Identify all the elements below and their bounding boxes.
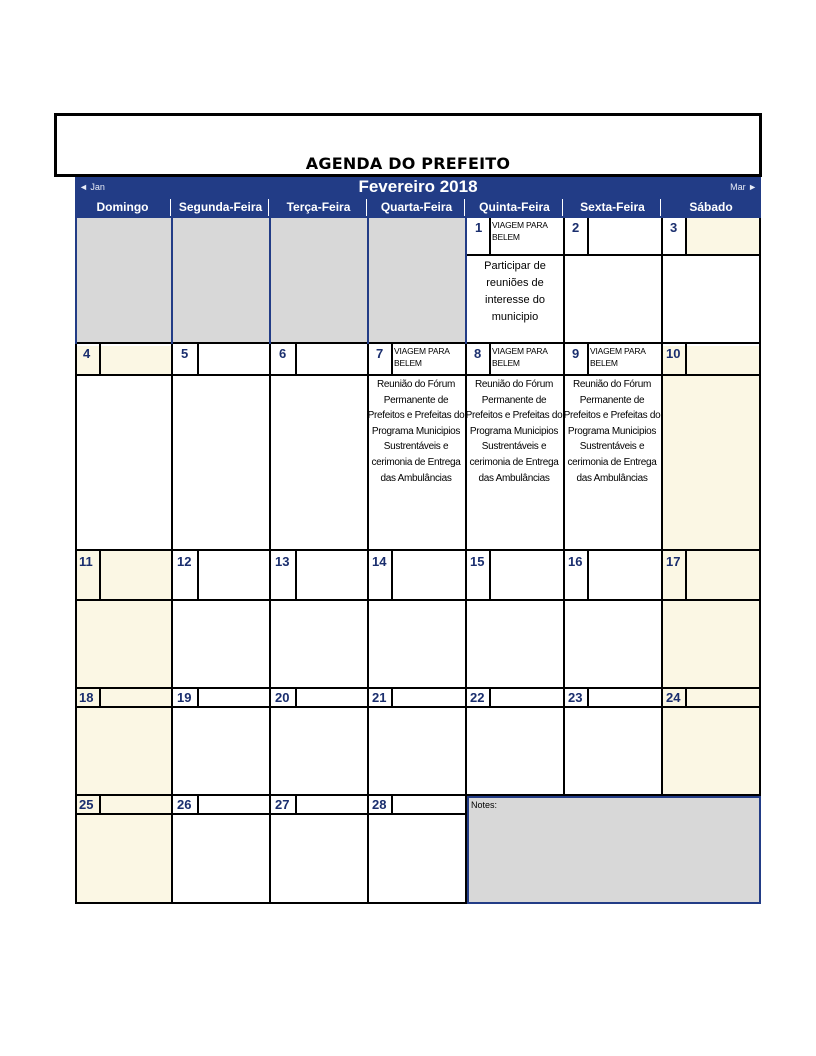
day-number: 21 [372,690,387,705]
day-number: 24 [666,690,681,705]
day-number: 26 [177,797,192,812]
day-number: 3 [670,220,678,235]
event-travel-note: VIAGEM PARA BELEM [590,346,646,368]
day-number: 14 [372,554,387,569]
day-number: 28 [372,797,387,812]
day-number: 4 [83,346,91,361]
day-number: 19 [177,690,192,705]
event-travel-note: VIAGEM PARA BELEM [492,220,548,242]
notes-box[interactable] [467,796,761,904]
weekday-wednesday: Quarta-Feira [369,199,465,216]
day-number: 17 [666,554,681,569]
weekend-fill [75,551,173,687]
weekday-monday: Segunda-Feira [173,199,269,216]
title-box [54,113,762,177]
month-bar [75,177,761,197]
event-description: Reunião do Fórum Permanente de Prefeitos e Prefeitas do Programa Municipios Sustrentáveis e cerimonia de Entrega das Ambulâncias [563,379,661,484]
day-number: 12 [177,554,192,569]
day-number: 20 [275,690,290,705]
day-number: 27 [275,797,290,812]
month-title: Fevereiro 2018 [358,177,478,196]
event-description: Participar de reuniões de interesse do municipio [484,260,546,323]
empty-days [75,218,467,344]
day-number: 9 [572,346,580,361]
weekday-tuesday: Terça-Feira [271,199,367,216]
day-number: 22 [470,690,485,705]
next-month-link[interactable]: Mar ► [730,182,757,192]
weekend-fill [663,551,761,687]
page-title: AGENDA DO PREFEITO [305,154,511,173]
event-description: Reunião do Fórum Permanente de Prefeitos e Prefeitas do Programa Municipios Sustrentáveis e cerimonia de Entrega das Ambulâncias [465,379,563,484]
weekend-fill [663,346,761,551]
weekday-thursday: Quinta-Feira [467,199,563,216]
day-number: 11 [79,554,93,569]
weekday-header [75,197,761,218]
day-number: 2 [572,220,580,235]
event-description: Reunião do Fórum Permanente de Prefeitos e Prefeitas do Programa Municipios Sustrentáveis e cerimonia de Entrega das Ambulâncias [367,379,465,484]
day-number: 6 [279,346,287,361]
day-number: 23 [568,690,583,705]
day-number: 18 [79,690,94,705]
weekday-sunday: Domingo [75,199,171,216]
day-number: 16 [568,554,583,569]
day-number: 8 [474,346,482,361]
notes-label: Notes: [471,800,498,810]
day-number: 25 [79,797,94,812]
prev-month-link[interactable]: ◄ Jan [79,182,105,192]
weekday-saturday: Sábado [689,200,733,214]
event-travel-note: VIAGEM PARA BELEM [492,346,548,368]
day-number: 1 [475,220,483,235]
weekend-fill [687,218,761,256]
weekday-friday: Sexta-Feira [565,199,661,216]
day-number: 13 [275,554,290,569]
day-number: 5 [181,346,189,361]
day-number: 15 [470,554,485,569]
day-number: 10 [666,346,681,361]
event-travel-note: VIAGEM PARA BELEM [394,346,450,368]
day-number: 7 [376,346,384,361]
